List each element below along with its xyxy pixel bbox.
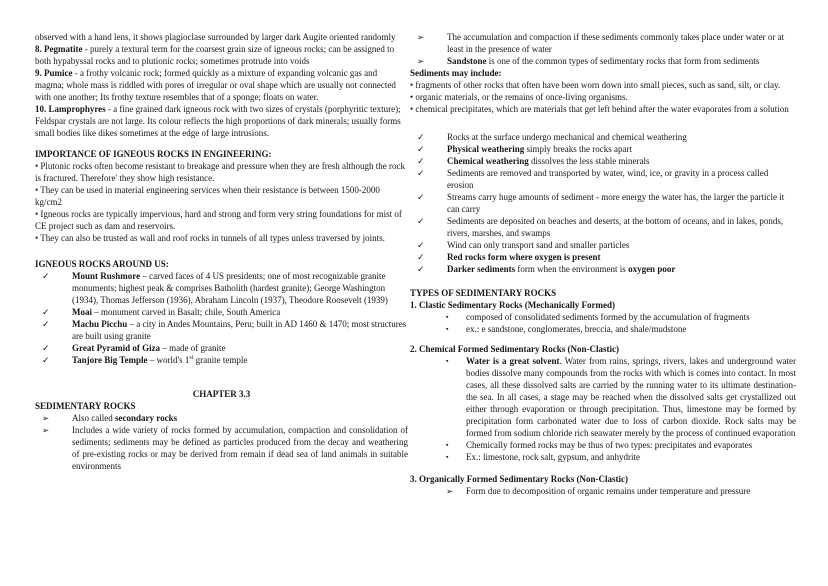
text-run: 1. Clastic Sedimentary Rocks (Mechanically Formed) — [410, 300, 615, 310]
text-run: Streams carry huge amounts of sediment - more energy the water has, the larger the particle it can carry — [447, 192, 785, 214]
section-heading — [410, 343, 796, 355]
list-item — [35, 412, 408, 424]
list-item — [410, 191, 796, 215]
list-item — [410, 155, 796, 167]
square-bullet-icon: ▪ — [446, 453, 449, 461]
text-run: Form due to decomposition of organic remains under temperature and pressure — [466, 486, 751, 496]
text-run: oxygen poor — [628, 264, 676, 274]
section-heading — [410, 67, 796, 79]
text-run: Moai — [72, 307, 92, 317]
list-item — [410, 263, 796, 275]
list-item — [410, 323, 796, 335]
paragraph — [35, 160, 408, 184]
list-item — [410, 143, 796, 155]
text-run: 10. Lamprophyres — [35, 104, 106, 114]
text-run: • organic materials, or the remains of once-living organisms. — [410, 92, 628, 102]
square-bullet-icon: ▪ — [446, 357, 449, 365]
text-run: is one of the common types of sedimentary rocks that form from sediments — [486, 56, 760, 66]
right-text-column — [410, 31, 796, 497]
text-run: The accumulation and compaction if these sediments commonly takes place under water or at least in the presence of water — [447, 32, 785, 54]
text-run: simply breaks the rocks apart — [524, 144, 632, 154]
left-text-column — [35, 31, 408, 472]
section-heading — [410, 287, 796, 299]
check-bullet-icon: ✓ — [42, 355, 50, 365]
text-run: Ex.: limestone, rock salt, gypsum, and anhydrite — [466, 452, 640, 462]
text-run: • They can be used in material engineering services when their resistance is between 1500-2000 kg/cm2 — [35, 185, 380, 207]
section-heading — [35, 388, 408, 400]
check-bullet-icon: ✓ — [417, 264, 425, 274]
text-run: Sandstone — [447, 56, 487, 66]
check-bullet-icon: ✓ — [42, 319, 50, 329]
arrow-bullet-icon: ➢ — [446, 486, 454, 496]
text-run: Sediments are removed and transported by water, wind, ice, or gravity in a process called erosion — [447, 168, 769, 190]
text-run: composed of consolidated sediments formed by the accumulation of fragments — [466, 312, 750, 322]
section-heading — [410, 299, 796, 311]
paragraph — [35, 208, 408, 232]
text-run: Wind can only transport sand and smaller particles — [447, 240, 630, 250]
paragraph — [35, 232, 408, 244]
section-heading — [410, 473, 796, 485]
list-item — [35, 306, 408, 318]
text-run: – monument carved in Basalt; chile, South America — [92, 307, 281, 317]
spacer — [410, 115, 796, 131]
check-bullet-icon: ✓ — [417, 144, 425, 154]
text-run: Also called — [72, 413, 115, 423]
text-run: observed with a hand lens, it shows plagioclase surrounded by larger dark Augite oriented randomly — [35, 32, 396, 42]
square-bullet-icon: ▪ — [446, 313, 449, 321]
list-item — [35, 270, 408, 306]
spacer — [410, 463, 796, 473]
check-bullet-icon: ✓ — [417, 216, 425, 226]
list-item — [410, 355, 796, 439]
spacer — [35, 139, 408, 148]
text-run: Darker sediments — [447, 264, 516, 274]
paragraph — [35, 184, 408, 208]
spacer — [410, 275, 796, 287]
text-run: st — [189, 355, 194, 361]
text-run: TYPES OF SEDIMENTARY ROCKS — [410, 288, 557, 298]
list-item — [410, 131, 796, 143]
list-item — [410, 311, 796, 323]
section-heading — [35, 148, 408, 160]
paragraph — [35, 67, 408, 103]
text-run: Chemical weathering — [447, 156, 529, 166]
text-run: Rocks at the surface undergo mechanical and chemical weathering — [447, 132, 687, 142]
text-run: Mount Rushmore — [72, 271, 141, 281]
arrow-bullet-icon: ➢ — [42, 425, 50, 435]
text-run: Machu Picchu — [72, 319, 128, 329]
text-run: IGNEOUS ROCKS AROUND US: — [35, 259, 169, 269]
text-run: Chemically formed rocks may be thus of two types: precipitates and evaporates — [466, 440, 753, 450]
paragraph — [410, 79, 796, 91]
text-run: Physical weathering — [447, 144, 525, 154]
check-bullet-icon: ✓ — [417, 240, 425, 250]
spacer — [35, 244, 408, 258]
text-run: Red rocks form where oxygen is present — [447, 252, 601, 262]
text-run: • Plutonic rocks often become resistant to breakage and pressure when they are fresh although the rock is fractured. Therefore' they show high resistance. — [35, 161, 406, 183]
text-run: - purely a textural term for the coarsest grain size of igneous rocks; can be assigned to both hypabyssal rocks and to plutionic rocks; sometimes protrude into voids — [35, 44, 395, 66]
check-bullet-icon: ✓ — [417, 192, 425, 202]
check-bullet-icon: ✓ — [417, 156, 425, 166]
arrow-bullet-icon: ➢ — [417, 32, 425, 42]
list-item — [35, 318, 408, 342]
check-bullet-icon: ✓ — [42, 271, 50, 281]
check-bullet-icon: ✓ — [42, 307, 50, 317]
paragraph — [410, 91, 796, 103]
paragraph — [35, 31, 408, 43]
text-run: CHAPTER 3.3 — [192, 389, 251, 399]
text-run: dissolves the less stable minerals — [528, 156, 650, 166]
text-run: secondary rocks — [115, 413, 178, 423]
check-bullet-icon: ✓ — [417, 252, 425, 262]
text-run: • Igneous rocks are typically impervious, hard and strong and form very string foundations for mist of CE project such as dam and reservoirs. — [35, 209, 402, 231]
paragraph — [410, 103, 796, 115]
arrow-bullet-icon: ➢ — [417, 56, 425, 66]
text-run: • fragments of other rocks that often have been worn down into small pieces, such as sand, silt, or clay. — [410, 80, 781, 90]
square-bullet-icon: ▪ — [446, 441, 449, 449]
text-run: Includes a wide variety of rocks formed by accumulation, compaction and consolidation of sediments; sediments may be defined as particles produced from the decay and weathering of pre-existing rocks or may be derived from remain if dead sea of land animals in suitable environments — [72, 425, 408, 471]
list-item — [35, 424, 408, 472]
paragraph — [35, 43, 408, 67]
list-item — [35, 342, 408, 354]
text-run: - a fine grained dark igneous rock with two sizes of crystals (porphyritic texture); Feldspar crystals are not large. Its colour reflects the high proportions of dark minerals; usually forms small bodies like dikes sometimes at the edge of large intrusions. — [35, 104, 401, 138]
check-bullet-icon: ✓ — [417, 132, 425, 142]
list-item — [35, 354, 408, 366]
list-item — [410, 239, 796, 251]
text-run: 8. Pegmatite — [35, 44, 83, 54]
list-item — [410, 439, 796, 451]
text-run: – world's 1 — [147, 355, 190, 365]
check-bullet-icon: ✓ — [42, 343, 50, 353]
arrow-bullet-icon: ➢ — [42, 413, 50, 423]
list-item — [410, 55, 796, 67]
list-item — [410, 451, 796, 463]
spacer — [410, 335, 796, 343]
text-run: Water is a great solvent — [466, 356, 560, 366]
text-run: 9. Pumice — [35, 68, 73, 78]
list-item — [410, 215, 796, 239]
text-run: Great Pyramid of Giza — [72, 343, 161, 353]
text-run: - a frothy volcanic rock; formed quickly as a mixture of expanding volcanic gas and magma; whole mass is riddled with pores of irregular or oval shape which are usually not connected with one another; Its frothy texture resembles that of a sponge; floats on water. — [35, 68, 396, 102]
text-run: 3. Organically Formed Sedimentary Rocks (Non-Clastic) — [410, 474, 628, 484]
check-bullet-icon: ✓ — [417, 168, 425, 178]
text-run: 2. Chemical Formed Sedimentary Rocks (Non-Clastic) — [410, 344, 619, 354]
text-run: SEDIMENTARY ROCKS — [35, 401, 136, 411]
text-run: Sediments are deposited on beaches and deserts, at the bottom of oceans, and in lakes, ponds, rivers, marshes, and swamps — [447, 216, 784, 238]
square-bullet-icon: ▪ — [446, 325, 449, 333]
paragraph — [35, 103, 408, 139]
list-item — [410, 485, 796, 497]
text-run: ex.: e sandstone, conglomerates, breccia, and shale/mudstone — [466, 324, 687, 334]
text-run: • chemical precipitates, which are materials that get left behind after the water evaporates from a solution — [410, 104, 789, 114]
list-item — [410, 167, 796, 191]
text-run: . Water from rains, springs, rivers, lakes and underground water bodies dissolve many compounds from the rocks with which is comes into contact. In most cases, all these dissolved salts are carried by the running water to its ultimate destination-the sea. In all cases, a stage may be reached when the dissolved salts get crystallized out either through evaporation or through precipitation. Thus, limestone may be formed by precipitation form carbonated water due to loss of carbon dioxide. Rock salts may be formed from sodium chloride rich seawater merely by the process of continued evaporation — [466, 356, 796, 438]
text-run: • They can also be trusted as wall and roof rocks in tunnels of all types unless traversed by joints. — [35, 233, 385, 243]
section-heading — [35, 258, 408, 270]
text-run: granite temple — [193, 355, 248, 365]
text-run: IMPORTANCE OF IGNEOUS ROCKS IN ENGINEERING: — [35, 149, 272, 159]
text-run: – a city in Andes Mountains, Peru; built in AD 1460 & 1470; most structures are built using granite — [72, 319, 407, 341]
section-heading — [35, 400, 408, 412]
text-run: Sediments may include: — [410, 68, 502, 78]
text-run: – made of granite — [160, 343, 226, 353]
list-item — [410, 251, 796, 263]
text-run: – carved faces of 4 US presidents; one of most recognizable granite monuments; highest peak & comprises Batholith (hardest granite); George Washington (1934), Thomas Jefferson (1936), Abraham Lincoln (1937), Theodore Roosevelt (1939) — [72, 271, 388, 305]
spacer — [35, 366, 408, 388]
list-item — [410, 31, 796, 55]
text-run: form when the environment is — [515, 264, 629, 274]
text-run: Tanjore Big Temple — [72, 355, 148, 365]
